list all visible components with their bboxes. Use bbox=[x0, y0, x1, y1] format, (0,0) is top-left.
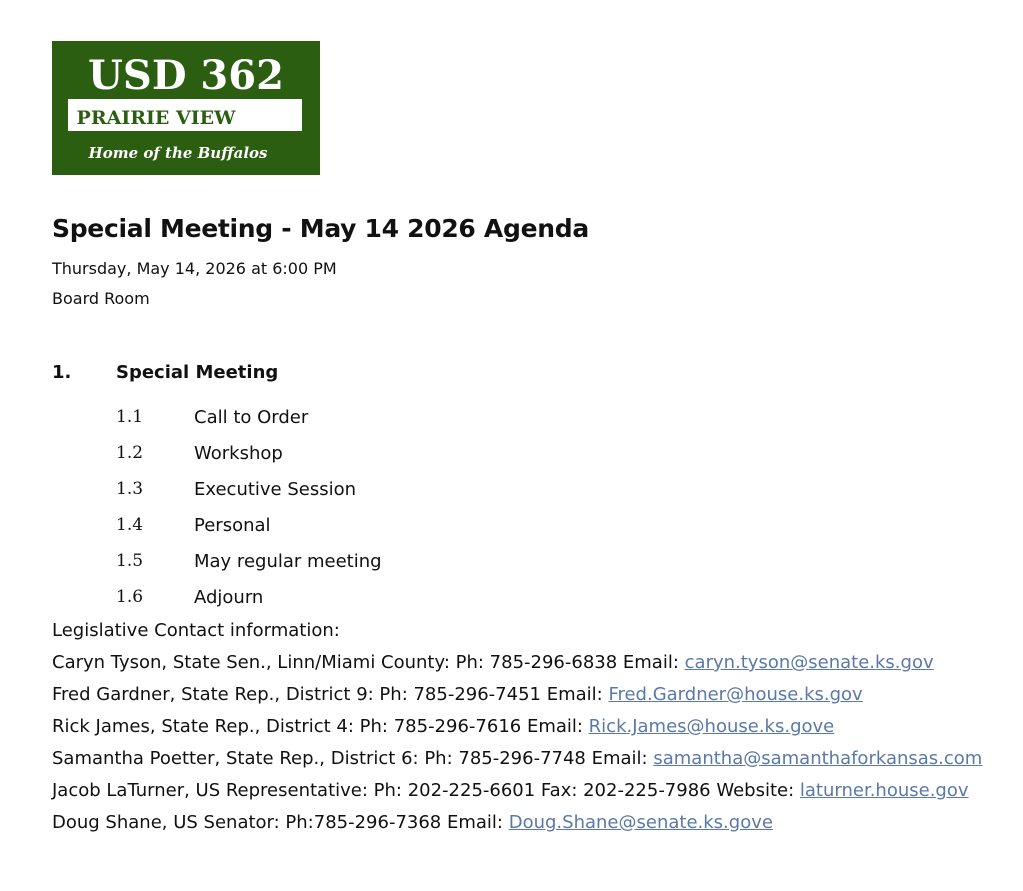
agenda-item-number: 1.3 bbox=[116, 479, 144, 499]
agenda-item-number: 1.4 bbox=[116, 515, 144, 535]
logo-tagline: Home of the Buffalos bbox=[88, 144, 268, 162]
meeting-location: Board Room bbox=[52, 289, 150, 308]
contact-row bbox=[52, 780, 969, 801]
agenda-item-label: Workshop bbox=[194, 443, 283, 464]
logo-district: USD 362 bbox=[88, 52, 284, 99]
section-number: 1. bbox=[52, 362, 72, 383]
contact-link[interactable]: samantha@samanthaforkansas.com bbox=[653, 748, 983, 769]
contact-text: Rick James, State Rep., District 4: Ph: 785-296-7616 Email: bbox=[52, 716, 589, 737]
contact-text: Doug Shane, US Senator: Ph:785-296-7368 Email: bbox=[52, 812, 509, 833]
agenda-item-number: 1.1 bbox=[116, 407, 144, 427]
contact-row bbox=[52, 812, 773, 833]
agenda-item-label: Call to Order bbox=[194, 407, 309, 428]
agenda-item-label: Adjourn bbox=[194, 587, 264, 608]
district-logo-graphic bbox=[52, 41, 320, 175]
agenda-item-label: Personal bbox=[194, 515, 271, 536]
contact-text: Caryn Tyson, State Sen., Linn/Miami County: Ph: 785-296-6838 Email: bbox=[52, 652, 685, 673]
logo-school: PRAIRIE VIEW bbox=[76, 107, 236, 129]
contact-text: Jacob LaTurner, US Representative: Ph: 202-225-6601 Fax: 202-225-7986 Website: bbox=[52, 780, 800, 801]
agenda-item-number: 1.2 bbox=[116, 443, 144, 463]
contact-row bbox=[52, 652, 934, 673]
district-logo bbox=[52, 41, 320, 175]
agenda-item-label: Executive Session bbox=[194, 479, 357, 500]
contact-link[interactable]: Rick.James@house.ks.gove bbox=[588, 716, 835, 737]
meeting-title: Special Meeting - May 14 2026 Agenda bbox=[52, 214, 589, 243]
contact-text: Fred Gardner, State Rep., District 9: Ph: 785-296-7451 Email: bbox=[52, 684, 609, 705]
contact-link[interactable]: caryn.tyson@senate.ks.gov bbox=[684, 652, 934, 673]
section-title: Special Meeting bbox=[116, 362, 279, 383]
contact-link[interactable]: Fred.Gardner@house.ks.gov bbox=[608, 684, 863, 705]
contact-text: Samantha Poetter, State Rep., District 6: Ph: 785-296-7748 Email: bbox=[52, 748, 654, 769]
contact-row bbox=[52, 748, 982, 769]
meeting-datetime: Thursday, May 14, 2026 at 6:00 PM bbox=[52, 259, 337, 278]
agenda-item-label: May regular meeting bbox=[194, 551, 382, 572]
contact-row bbox=[52, 716, 834, 737]
contact-link[interactable]: laturner.house.gov bbox=[799, 780, 969, 801]
contacts-heading: Legislative Contact information: bbox=[52, 620, 340, 641]
contact-row bbox=[52, 684, 863, 705]
agenda-item-number: 1.6 bbox=[116, 587, 144, 607]
agenda-item-number: 1.5 bbox=[116, 551, 144, 571]
contact-link[interactable]: Doug.Shane@senate.ks.gove bbox=[508, 812, 773, 833]
